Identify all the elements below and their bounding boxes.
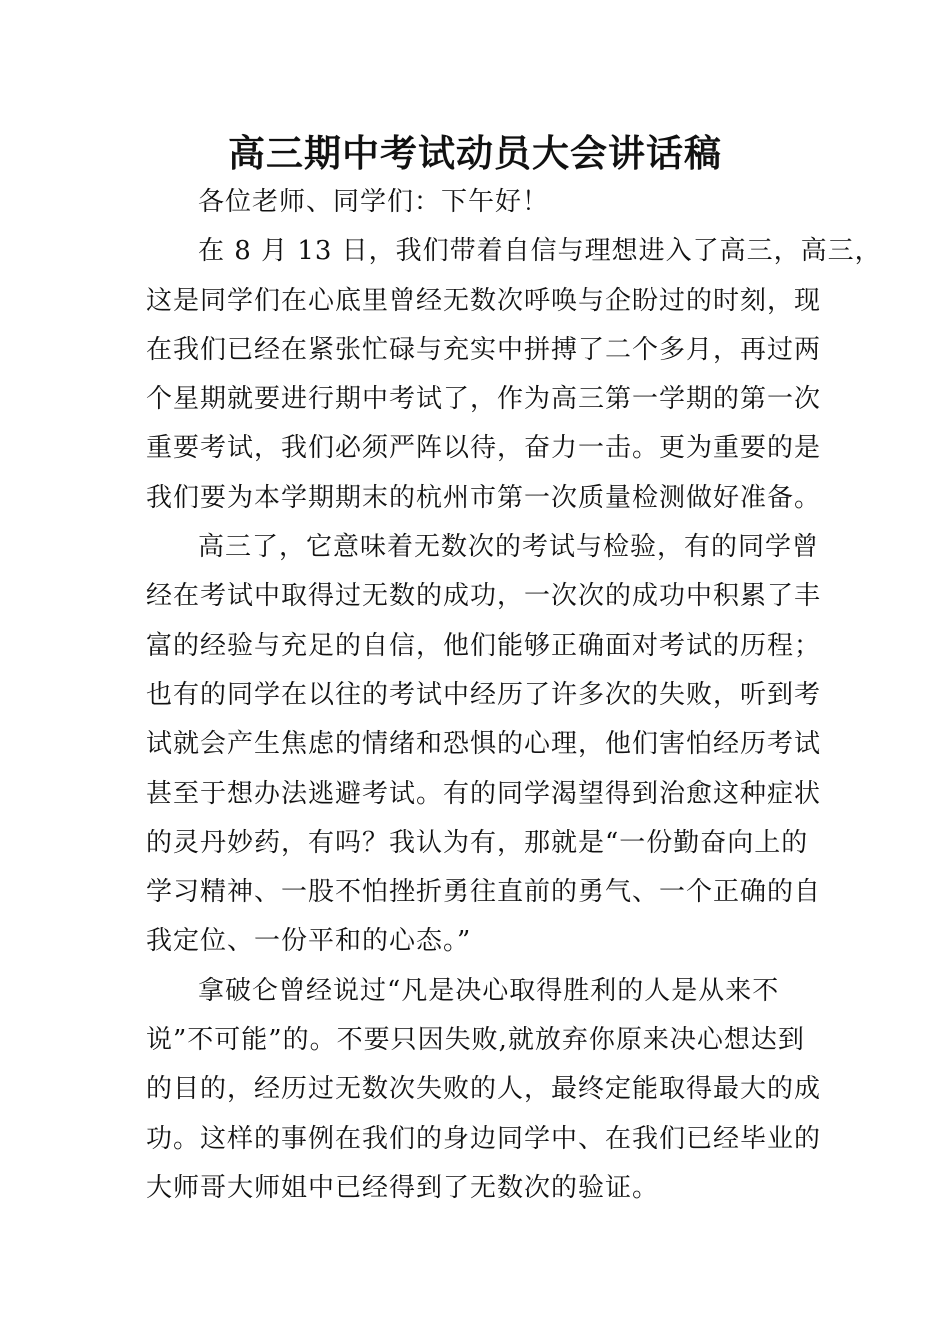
paragraph-3-line-5: 大师哥大师姐中已经得到了无数次的验证。 <box>146 1172 660 1203</box>
salutation-line: 各位老师、同学们：下午好！ <box>198 187 550 217</box>
paragraph-1-line-1: 在 8 月 13 日，我们带着自信与理想进入了高三，高三， <box>198 236 882 267</box>
paragraph-1-line-3: 在我们已经在紧张忙碌与充实中拼搏了二个多月，再过两 <box>146 334 822 365</box>
paragraph-1-line-2: 这是同学们在心底里曾经无数次呼唤与企盼过的时刻，现 <box>146 285 822 316</box>
document-title: 高三期中考试动员大会讲话稿 <box>228 131 722 175</box>
paragraph-2-line-1: 高三了，它意味着无数次的考试与检验，有的同学曾 <box>198 532 820 563</box>
document-body <box>146 178 882 1213</box>
paragraph-2-line-5: 试就会产生焦虑的情绪和恐惧的心理，他们害怕经历考试 <box>146 729 822 760</box>
paragraph-2-line-4: 也有的同学在以往的考试中经历了许多次的失败，听到考 <box>146 679 822 710</box>
paragraph-1-line-4: 个星期就要进行期中考试了，作为高三第一学期的第一次 <box>146 384 822 415</box>
paragraph-3-line-2: 说”不可能”的。不要只因失败,就放弃你原来决心想达到 <box>146 1025 805 1056</box>
paragraph-3-line-4: 功。这样的事例在我们的身边同学中、在我们已经毕业的 <box>146 1123 822 1154</box>
paragraph-2-line-8: 学习精神、一股不怕挫折勇往直前的勇气、一个正确的自 <box>146 877 822 908</box>
paragraph-2-line-6: 甚至于想办法逃避考试。有的同学渴望得到治愈这种症状 <box>146 778 822 809</box>
paragraph-3-line-3: 的目的，经历过无数次失败的人，最终定能取得最大的成 <box>146 1074 822 1105</box>
paragraph-1-line-5: 重要考试，我们必须严阵以待，奋力一击。更为重要的是 <box>146 433 822 464</box>
paragraph-2-line-9: 我定位、一份平和的心态。” <box>146 926 472 957</box>
paragraph-1-line-6: 我们要为本学期期末的杭州市第一次质量检测做好准备。 <box>146 482 822 513</box>
paragraph-2-line-2: 经在考试中取得过无数的成功，一次次的成功中积累了丰 <box>146 581 822 612</box>
paragraph-3-line-1: 拿破仑曾经说过“凡是决心取得胜利的人是从来不 <box>198 975 780 1006</box>
paragraph-2-line-7: 的灵丹妙药，有吗？我认为有，那就是“一份勤奋向上的 <box>146 827 809 858</box>
paragraph-2-line-3: 富的经验与充足的自信，他们能够正确面对考试的历程； <box>146 630 822 661</box>
